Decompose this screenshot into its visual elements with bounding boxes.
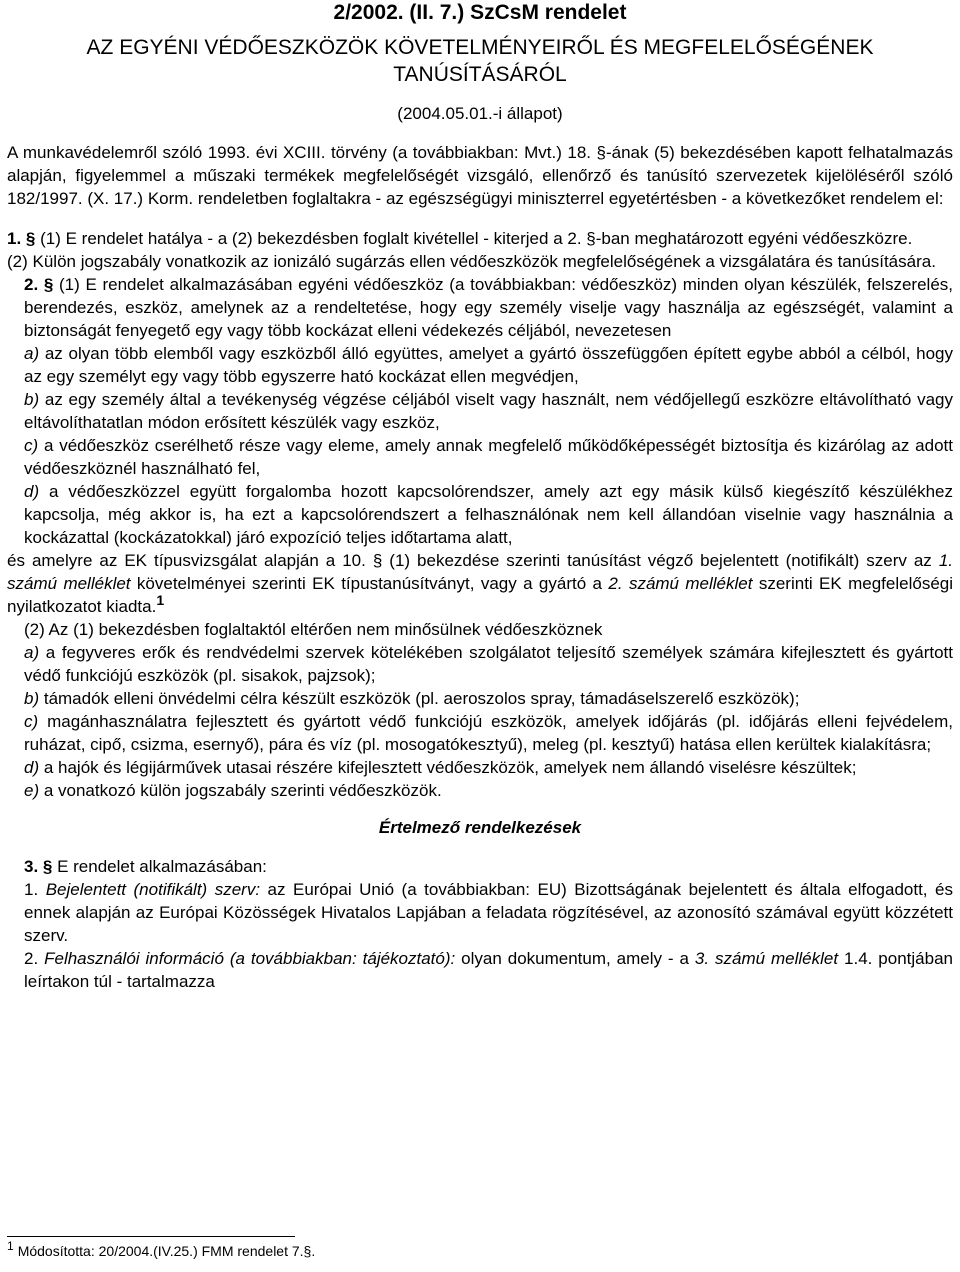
- tail-text-3: szerinti EK megfelelőségi nyilatkozatot kiadta.: [7, 574, 954, 616]
- point-b-text: az egy személy által a tevékenység végzése céljából viselt vagy használt, nem védőjellegű eszközre eltávolítható vagy eltávolíthatatlan módon erősített készülék vagy eszköz,: [24, 390, 953, 432]
- section-1-para-1-text: (1) E rendelet hatálya - a (2) bekezdésben foglalt kivétellel - kiterjed a 2. §-ban meghatározott egyéni védőeszközre.: [40, 229, 913, 248]
- exclusion-e-mark: e): [24, 781, 40, 800]
- section-2-tail: [7, 549, 953, 618]
- definition-1-term: Bejelentett (notifikált) szerv:: [45, 880, 261, 899]
- exclusion-e: [7, 779, 953, 802]
- document-number: 2/2002. (II. 7.) SzCsM rendelet: [333, 1, 627, 24]
- exclusion-a-mark: a): [24, 643, 40, 662]
- definition-1-text: az Európai Unió (a továbbiakban: EU) Bizottságának bejelentett és általa elfogadott, és ennek alapján az Európai Közösségek Hivatalos Lapjában a feladata rögzítésével, az azonosító számával együtt közzétett szerv.: [24, 880, 953, 945]
- section-1-para-1: [7, 227, 953, 250]
- point-c-text: a védőeszköz cserélhető része vagy eleme, amely annak megfelelő működőképességét biztosítja és kizárólag az adott védőeszköznél használható fel,: [24, 436, 953, 478]
- point-a-mark: a): [24, 344, 40, 363]
- section-2-point-b: [7, 388, 953, 434]
- definition-1: [7, 878, 953, 947]
- footnote: [7, 1239, 316, 1260]
- definition-2-text-1: olyan dokumentum, amely - a: [455, 949, 695, 968]
- annex-2-reference: 2. számú melléklet: [608, 574, 753, 593]
- tail-text-1: és amelyre az EK típusvizsgálat alapján a 10. § (1) bekezdése szerinti tanúsítást végző bejelentett (notifikált) szerv az: [7, 551, 939, 570]
- section-1-number: 1. §: [7, 229, 36, 248]
- section-2-para-2: (2) Az (1) bekezdésben foglaltaktól eltérően nem minősülnek védőeszköznek: [24, 620, 603, 639]
- annex-1-reference: 1. számú melléklet: [7, 551, 953, 593]
- exclusion-a-text: a fegyveres erők és rendvédelmi szervek kötelékében szolgálatot teljesítő személyek számára kifejlesztett és gyártott védő funkciójú eszközök (pl. sisakok, pajzsok);: [24, 643, 953, 685]
- preamble-paragraph: A munkavédelemről szóló 1993. évi XCIII. törvény (a továbbiakban: Mvt.) 18. §-ának (5) bekezdésében kapott felhatalmazás alapján, figyelemmel a műszaki termékek megfelelőségét vizsgáló, ellenőrző és tanúsító szervezetek kijelöléséről szóló 182/1997. (X. 17.) Korm. rendeletben foglaltakra - az egészségügyi miniszterrel egyetértésben - a következőket rendelem el:: [7, 143, 953, 208]
- section-2-point-c: [7, 434, 953, 480]
- footnote-divider: [7, 1236, 295, 1237]
- exclusion-d: [7, 756, 953, 779]
- annex-3-reference: 3. számú melléklet: [694, 949, 839, 968]
- point-a-text: az olyan több elemből vagy eszközből álló együttes, amelyet a gyártó összefüggően épített egybe abból a célból, hogy az egy személyt egy vagy több egyszerre ható kockázat ellen megvédjen,: [24, 344, 953, 386]
- definition-2: [7, 947, 953, 993]
- footnote-text: Módosította: 20/2004.(IV.25.) FMM rendelet 7.§.: [17, 1243, 316, 1259]
- section-3-intro: [7, 855, 953, 878]
- exclusion-e-text: a vonatkozó külön jogszabály szerinti védőeszközök.: [39, 781, 442, 800]
- definitions-heading: Értelmező rendelkezések: [378, 818, 582, 837]
- footnote-reference[interactable]: 1: [156, 592, 165, 608]
- definition-1-number: 1.: [24, 880, 46, 899]
- footnote-mark: 1: [7, 1239, 14, 1253]
- section-2-para-1: [7, 273, 953, 342]
- section-2-point-a: [7, 342, 953, 388]
- exclusion-c: [7, 710, 953, 756]
- exclusion-b: [7, 687, 953, 710]
- exclusion-b-text: támadók elleni önvédelmi célra készült eszközök (pl. aeroszolos spray, támadáselszerelő eszközök);: [39, 689, 800, 708]
- section-3-number: 3. §: [24, 857, 53, 876]
- exclusion-c-text: magánhasználatra fejlesztett és gyártott védő funkciójú eszközök, amelyek időjárás (pl. időjárás elleni fejvédelem, ruházat, cipő, csizma, esernyő), pára és víz (pl. mosogatókesztyű), meleg (pl. kesztyű) hatása ellen kerültek kialakításra;: [24, 712, 953, 754]
- section-2-para-1-text: (1) E rendelet alkalmazásában egyéni védőeszköz (a továbbiakban: védőeszköz) minden olyan készülék, felszerelés, berendezés, eszköz, amelynek az a rendeltetése, hogy egy személy viselje vagy használja az egészségét, valamint a biztonságát fenyegető egy vagy több kockázat elleni védekezés céljából, nevezetesen: [24, 275, 953, 340]
- exclusion-c-mark: c): [24, 712, 39, 731]
- point-b-mark: b): [24, 390, 40, 409]
- section-2-number: 2. §: [24, 275, 54, 294]
- point-d-mark: d): [24, 482, 40, 501]
- section-3-intro-text: E rendelet alkalmazásában:: [52, 857, 267, 876]
- definition-2-number: 2.: [24, 949, 45, 968]
- section-2-point-d: [7, 480, 953, 549]
- exclusion-b-mark: b): [24, 689, 40, 708]
- tail-text-2: követelményei szerinti EK típustanúsítványt, vagy a gyártó a: [130, 574, 609, 593]
- point-d-text: a védőeszközzel együtt forgalomba hozott kapcsolórendszer, amely azt egy másik külső kiegészítő készülékhez kapcsolja, még akkor is, ha ezt a kapcsolórendszert a felhasználónak nem kell állandóan viselnie vagy használnia a kockázattal (kockázatokkal) járó expozíció teljes időtartama alatt,: [24, 482, 953, 547]
- section-1-para-2: (2) Külön jogszabály vonatkozik az ionizáló sugárzás ellen védőeszközök megfelelőségének a vizsgálatára és tanúsítására.: [7, 252, 936, 271]
- exclusion-a: [7, 641, 953, 687]
- definition-2-term: Felhasználói információ (a továbbiakban: tájékoztató):: [44, 949, 456, 968]
- exclusion-d-mark: d): [24, 758, 40, 777]
- exclusion-d-text: a hajók és légijárművek utasai részére kifejlesztett védőeszközök, amelyek nem állandó viselésre készültek;: [39, 758, 857, 777]
- document-title: AZ EGYÉNI VÉDŐESZKÖZÖK KÖVETELMÉNYEIRŐL ÉS MEGFELELŐSÉGÉNEK TANÚSÍTÁSÁRÓL: [86, 36, 874, 86]
- definition-2-text-2: 1.4. pontjában leírtakon túl - tartalmazza: [24, 949, 953, 991]
- document-state-date: (2004.05.01.-i állapot): [397, 104, 563, 123]
- point-c-mark: c): [24, 436, 39, 455]
